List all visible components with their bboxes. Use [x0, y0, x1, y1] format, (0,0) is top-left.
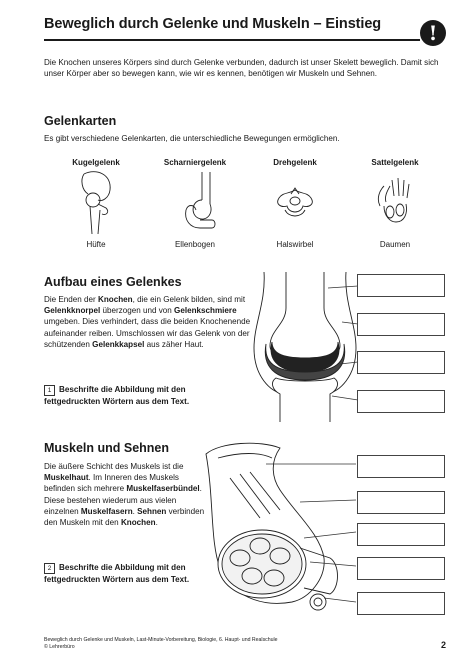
elbow-joint-icon [178, 170, 218, 236]
joint-location: Hüfte [86, 240, 106, 249]
bold-term: Knochen [120, 518, 156, 528]
aufbau-heading: Aufbau eines Gelenkes [44, 275, 182, 289]
bold-term: Muskelhaut [44, 473, 89, 483]
intro-text: Die Knochen unseres Körpers sind durch Gelenke verbunden, dadurch ist unser Skelett beweglich. Damit sich unser Körper aber so bewegen kann, wie wir es kennen, benötigen wir Muskeln und Sehnen. [44, 58, 439, 79]
muscle-diagram [200, 438, 360, 618]
text-run: . [155, 518, 158, 528]
task-text: Beschrifte die Abbildung mit den fettgedruckten Wörtern aus dem Text. [44, 563, 190, 584]
text-run: verbinden den Muskeln mit den [44, 506, 205, 528]
text-run: . [132, 506, 138, 516]
footer-source: Beweglich durch Gelenke und Muskeln, Last-Minute-Vorbereitung, Biologie, 6. Haupt- und Realschule [44, 637, 278, 643]
text-run: . Im Inneren des Muskels befinden sich mehrere [44, 473, 179, 494]
bold-term: Gelenkkapsel [92, 339, 145, 349]
hip-joint-icon [76, 170, 116, 236]
thumb-joint-icon [374, 176, 414, 228]
label-box[interactable] [357, 455, 445, 478]
bold-term: Knochen [98, 295, 133, 304]
title-divider [44, 39, 420, 41]
label-box[interactable] [357, 523, 445, 546]
bold-term: Gelenkknorpel [44, 306, 101, 316]
joint-type-name: Scharniergelenk [163, 158, 227, 167]
vertebra-icon [273, 184, 317, 222]
text-run: , die ein Gelenk bilden, sind mit [132, 295, 246, 304]
page-number: 2 [441, 640, 447, 650]
text-run: Die Enden der [44, 295, 98, 304]
muskeln-heading: Muskeln und Sehnen [44, 441, 170, 455]
bold-term: Muskelfasern [80, 506, 133, 516]
joint-type-name: Kugelgelenk [72, 158, 120, 167]
exclamation-badge-icon: ! [420, 20, 446, 46]
muskeln-text [44, 461, 212, 528]
text-run: Die äußere Schicht des Muskels ist die [44, 462, 184, 471]
footer-copyright: © Lehrerbüro [44, 644, 75, 650]
task-1 [44, 384, 226, 407]
bold-term: Muskelfaserbündel [126, 484, 200, 494]
task-2 [44, 562, 204, 585]
joint-type-name: Sattelgelenk [371, 158, 419, 167]
task-number: 2 [44, 563, 55, 574]
text-run: umgeben. Dies verhindert, dass die beiden Knochenende aufeinander reiben. Umschlossen wir das Gelenk von der schützenden [44, 317, 251, 349]
task-number: 1 [44, 385, 55, 396]
label-box[interactable] [357, 390, 445, 413]
label-box[interactable] [357, 491, 445, 514]
label-box[interactable] [357, 351, 445, 374]
text-run: überzogen und von [100, 306, 175, 316]
joint-type-name: Drehgelenk [273, 158, 317, 167]
gelenkarten-text: Es gibt verschiedene Gelenkarten, die unterschiedliche Bewegungen ermöglichen. [44, 134, 340, 143]
joint-location: Halswirbel [276, 240, 314, 249]
text-run: . Diese bestehen wiederum aus vielen einzelnen [44, 484, 202, 516]
bold-term: Gelenkschmiere [174, 306, 237, 316]
page-title: Beweglich durch Gelenke und Muskeln – Einstieg [44, 16, 382, 32]
label-box[interactable] [357, 592, 445, 615]
task-text: Beschrifte die Abbildung mit den fettgedruckten Wörtern aus dem Text. [44, 385, 190, 406]
aufbau-text [44, 294, 256, 350]
joint-location: Daumen [379, 240, 411, 249]
text-run: aus zäher Haut. [144, 339, 204, 349]
joint-diagram [250, 272, 360, 422]
label-box[interactable] [357, 274, 445, 297]
label-box[interactable] [357, 313, 445, 336]
bold-term: Sehnen [137, 506, 167, 516]
footer [44, 637, 404, 651]
joint-location: Ellenbogen [174, 240, 216, 249]
gelenkarten-heading: Gelenkarten [44, 114, 117, 128]
label-box[interactable] [357, 557, 445, 580]
